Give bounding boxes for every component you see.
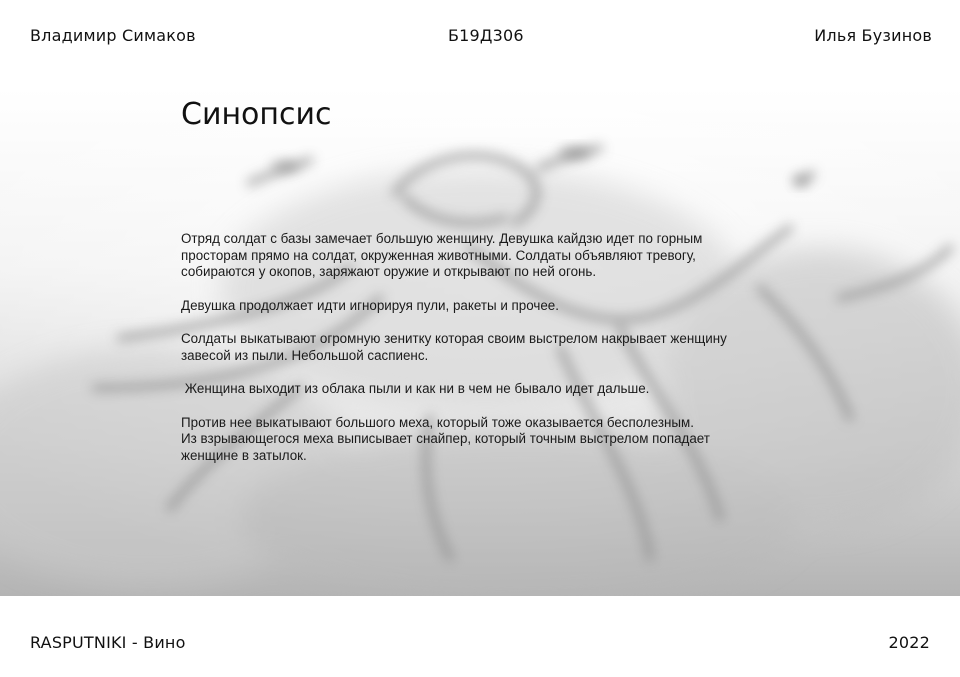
- text-line: Женщина выходит из облака пыли и как ни в чем не бывало идет дальше.: [181, 381, 650, 397]
- footer-year: 2022: [888, 633, 930, 652]
- text-line: Против нее выкатывают большого меха, который тоже оказывается бесполезным.: [181, 414, 694, 430]
- text-line: Отряд солдат с базы замечает большую женщину. Девушка кайдзю идет по горным: [181, 231, 703, 246]
- footer-project-name: RASPUTNIKI - Вино: [30, 633, 186, 652]
- header-group-code: Б19Д306: [448, 26, 524, 45]
- text-line: Солдаты выкатывают огромную зенитку которая своим выстрелом накрывает женщину: [181, 331, 727, 347]
- paragraph: [181, 381, 751, 398]
- text-line: Из взрывающегося меха выписывает снайпер, который точным выстрелом попадает: [181, 431, 710, 447]
- text-line: завесой из пыли. Небольшой саспиенс.: [181, 347, 429, 363]
- text-line: женщине в затылок.: [181, 448, 307, 464]
- text-line: собираются у окопов, заряжают оружие и открывают по ней огонь.: [181, 264, 597, 280]
- paragraph: [181, 415, 751, 465]
- header-author-left: Владимир Симаков: [30, 26, 196, 45]
- paragraph: [181, 231, 751, 281]
- paragraph: [181, 298, 751, 315]
- text-line: просторам прямо на солдат, окруженная животными. Солдаты объявляют тревогу,: [181, 247, 696, 263]
- text-line: Девушка продолжает идти игнорируя пули, ракеты и прочее.: [181, 297, 559, 313]
- header-author-right: Илья Бузинов: [814, 26, 932, 45]
- page-title: Синопсис: [181, 97, 332, 132]
- synopsis-text: [181, 231, 751, 481]
- paragraph: [181, 331, 751, 364]
